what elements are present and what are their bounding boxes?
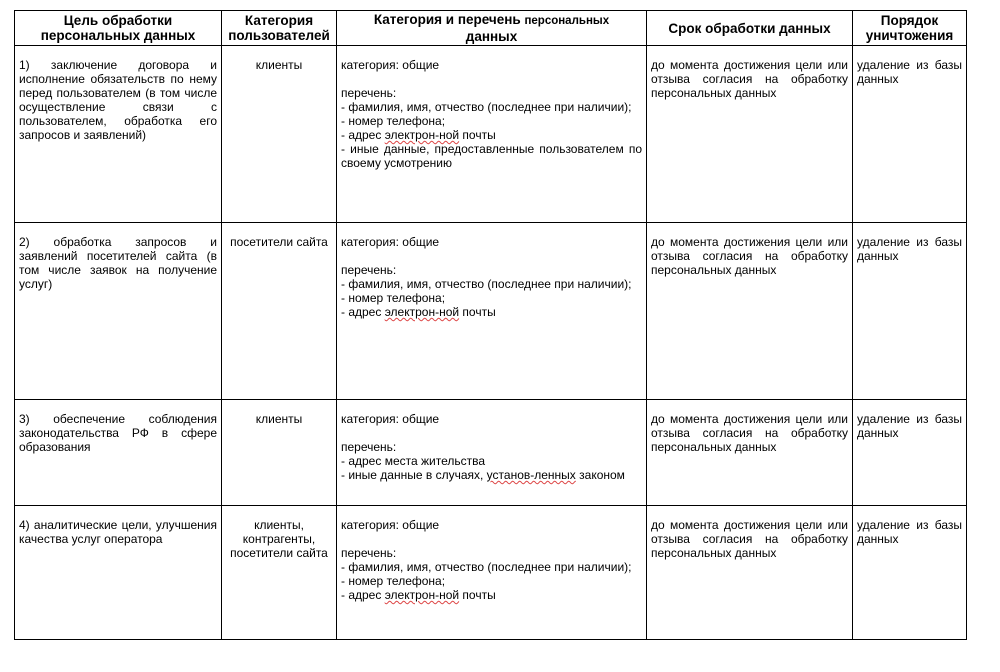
term-text: до момента достижения цели или отзыва согласия на обработку персональных данных <box>651 58 848 100</box>
list-item-text-end: законом <box>575 468 625 482</box>
list-item <box>341 574 642 588</box>
purpose-text: 4) аналитические цели, улучшения качества услуг оператора <box>19 518 217 546</box>
term-cell <box>647 506 853 640</box>
data-category-text: категория: общие <box>341 58 440 72</box>
destruction-text: удаление из базы данных <box>857 518 962 546</box>
user-category-text: клиенты <box>255 58 303 72</box>
user-category-text: посетители сайта <box>230 235 328 249</box>
destruction-text: удаление из базы данных <box>857 235 962 263</box>
list-item-text-end: почты <box>459 128 496 142</box>
data-category-cell <box>337 506 647 640</box>
header-data-category-prefix: Категория и перечень <box>373 12 525 27</box>
list-item <box>341 588 642 602</box>
list-item-text: - номер телефона; <box>341 574 446 588</box>
term-cell <box>647 400 853 506</box>
list-item <box>341 114 642 128</box>
purpose-text: 2) обработка запросов и заявлений посетителей сайта (в том числе заявок на получение услуг) <box>19 235 217 291</box>
list-item <box>341 468 642 482</box>
list-item-text: - фамилия, имя, отчество (последнее при наличии); <box>341 100 632 114</box>
list-item <box>341 128 642 142</box>
list-item-text: - адрес места жительства <box>341 454 486 468</box>
destruction-cell <box>853 46 967 223</box>
table-header-row <box>15 11 967 46</box>
term-text: до момента достижения цели или отзыва согласия на обработку персональных данных <box>651 518 848 560</box>
list-label: перечень: <box>341 440 397 454</box>
destruction-text: удаление из базы данных <box>857 412 962 440</box>
list-item <box>341 277 642 291</box>
user-category-cell <box>222 46 337 223</box>
header-data-category-line2: данных <box>465 29 518 44</box>
personal-data-table <box>14 10 967 640</box>
header-purpose: Цель обработки персональных данных <box>15 11 222 46</box>
list-label: перечень: <box>341 546 397 560</box>
header-user-category: Категория пользователей <box>222 11 337 46</box>
data-category-text: категория: общие <box>341 235 440 249</box>
list-item <box>341 100 642 114</box>
list-item-text: - адрес <box>341 305 385 319</box>
list-item <box>341 142 642 170</box>
data-category-cell <box>337 223 647 400</box>
data-category-cell <box>337 400 647 506</box>
user-category-cell <box>222 400 337 506</box>
list-item-text-end: почты <box>459 588 496 602</box>
list-label: перечень: <box>341 263 397 277</box>
list-label: перечень: <box>341 86 397 100</box>
term-text: до момента достижения цели или отзыва согласия на обработку персональных данных <box>651 412 848 454</box>
list-item-text: - адрес <box>341 588 385 602</box>
header-data-category <box>337 11 647 46</box>
list-item-text: - иные данные, предоставленные пользователем по своему усмотрению <box>341 142 642 170</box>
header-data-category-suffix: персональных <box>524 15 610 27</box>
list-item-text: - фамилия, имя, отчество (последнее при наличии); <box>341 560 632 574</box>
list-item <box>341 305 642 319</box>
list-item-text: - номер телефона; <box>341 114 446 128</box>
list-item-text: - адрес <box>341 128 385 142</box>
purpose-cell <box>15 46 222 223</box>
purpose-text: 1) заключение договора и исполнение обязательств по нему перед пользователем (в том числе осуществление связи с пользователем, обработка его запросов и заявлений) <box>19 58 217 142</box>
purpose-cell <box>15 506 222 640</box>
purpose-cell <box>15 223 222 400</box>
list-item-text: - номер телефона; <box>341 291 446 305</box>
purpose-text: 3) обеспечение соблюдения законодательства РФ в сфере образования <box>19 412 217 454</box>
destruction-cell <box>853 506 967 640</box>
term-cell <box>647 46 853 223</box>
list-item <box>341 454 642 468</box>
destruction-cell <box>853 400 967 506</box>
header-term: Срок обработки данных <box>647 11 853 46</box>
purpose-cell <box>15 400 222 506</box>
list-item-text: - иные данные в случаях, <box>341 468 487 482</box>
user-category-text: клиенты <box>255 412 303 426</box>
destruction-cell <box>853 223 967 400</box>
list-item-spellcheck-word: электрон-ной <box>384 128 460 142</box>
table-row <box>15 506 967 640</box>
list-item <box>341 291 642 305</box>
table-row <box>15 400 967 506</box>
list-item <box>341 560 642 574</box>
term-text: до момента достижения цели или отзыва согласия на обработку персональных данных <box>651 235 848 277</box>
list-item-spellcheck-word: установ-ленных <box>486 468 576 482</box>
data-category-text: категория: общие <box>341 412 440 426</box>
destruction-text: удаление из базы данных <box>857 58 962 86</box>
table-row <box>15 223 967 400</box>
header-destruction: Порядок уничтожения <box>853 11 967 46</box>
list-item-text-end: почты <box>459 305 496 319</box>
list-item-spellcheck-word: электрон-ной <box>384 588 460 602</box>
data-category-text: категория: общие <box>341 518 440 532</box>
list-item-spellcheck-word: электрон-ной <box>384 305 460 319</box>
list-item-text: - фамилия, имя, отчество (последнее при наличии); <box>341 277 632 291</box>
table-row <box>15 46 967 223</box>
data-category-cell <box>337 46 647 223</box>
term-cell <box>647 223 853 400</box>
user-category-text: клиенты, контрагенты, посетители сайта <box>230 518 328 560</box>
user-category-cell <box>222 223 337 400</box>
user-category-cell <box>222 506 337 640</box>
